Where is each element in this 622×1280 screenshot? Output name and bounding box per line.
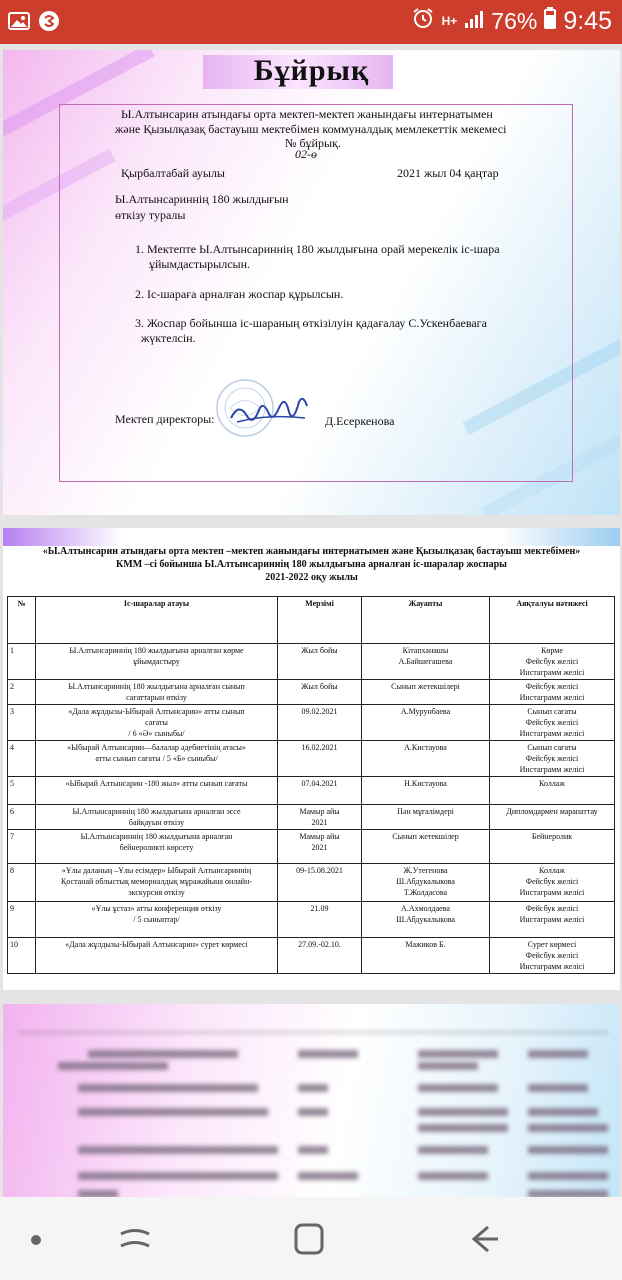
plan-header-1: «Ы.Алтынсарин атындағы орта мектеп –мектеп жанындағы интернатымен және Қызылқазақ бастауыш мектебімен» <box>42 546 581 557</box>
table-cell-resp: А.Ахмолдаева Ш.Абдукалыкова <box>362 902 490 938</box>
table-cell-name: «Дала жұлдызы-Ыбырай Алтынсарин» сурет көрмесі <box>36 938 278 974</box>
table-cell-name: Ы.Алтынсариннің 180 жылдығына арналған көрме ұйымдастыру <box>36 644 278 680</box>
table-cell-name: «Ұлы ұстаз» атты конференция өткізу / 5 сыныптар/ <box>36 902 278 938</box>
table-cell-name: Ы.Алтынсариннің 180 жылдығына арналған сынып сағаттарын өткізу <box>36 680 278 705</box>
table-row <box>8 777 615 805</box>
table-cell-result: Бейнеролик <box>490 830 615 864</box>
plan-table <box>7 596 615 974</box>
table-cell-date: Жыл бойы <box>278 680 362 705</box>
document-page-blurred[interactable] <box>3 1004 620 1197</box>
column-header: Іс-шаралар атауы <box>36 597 278 644</box>
order-subject-2: өткізу туралы <box>115 208 186 222</box>
table-cell-resp: А.Кистауова <box>362 741 490 777</box>
table-row <box>8 864 615 902</box>
table-cell-no: 4 <box>8 741 36 777</box>
table-cell-result: Дипломдармен марапаттау <box>490 805 615 830</box>
table-cell-no: 6 <box>8 805 36 830</box>
org-line-1: Ы.Алтынсарин атындағы орта мектеп-мектеп жанындағы интернатымен <box>121 107 493 121</box>
signal-icon <box>464 8 484 35</box>
table-cell-no: 9 <box>8 902 36 938</box>
order-number: 02-ө <box>295 147 317 161</box>
order-subject-1: Ы.Алтынсариннің 180 жылдығын <box>115 192 289 206</box>
org-line-2: және Қызылқазақ бастауыш мектебімен коммуналдық мемлекеттік мекемесі <box>115 122 507 136</box>
order-item-2: 2. Іс-шараға арналған жоспар құрылсын. <box>135 287 344 301</box>
table-cell-resp: Сынып жетекшілері <box>362 680 490 705</box>
order-date: 2021 жыл 04 қаңтар <box>397 166 499 180</box>
table-cell-resp: Кітапханашы А.Байшегашева <box>362 644 490 680</box>
table-cell-date: 27.09.-02.10. <box>278 938 362 974</box>
table-cell-date: Мамыр айы 2021 <box>278 805 362 830</box>
table-cell-result: Фейсбук желісі Инстаграмм желісі <box>490 902 615 938</box>
home-button[interactable] <box>294 1223 324 1260</box>
column-header: Мерзімі <box>278 597 362 644</box>
column-header: Жауапты <box>362 597 490 644</box>
order-item-3b: жүктелсін. <box>141 331 196 345</box>
table-cell-name: Ы.Алтынсариннің 180 жылдығына арналған бейнероликті көрсету <box>36 830 278 864</box>
table-cell-date: 16.02.2021 <box>278 741 362 777</box>
signature-icon <box>227 388 313 437</box>
table-cell-date: Жыл бойы <box>278 644 362 680</box>
table-cell-no: 3 <box>8 705 36 741</box>
table-cell-name: Ы.Алтынсариннің 180 жылдығына арналған эссе байқауын өткізу <box>36 805 278 830</box>
order-place: Қырбалтабай ауылы <box>121 166 225 180</box>
table-row <box>8 902 615 938</box>
blurred-table-content <box>18 1032 608 1197</box>
order-item-1a: 1. Мектепте Ы.Алтынсариннің 180 жылдығына орай мерекелік іс-шара <box>135 242 500 256</box>
network-type: H+ <box>441 14 458 28</box>
table-cell-result: Сурет көрмесі Фейсбук желісі Инстаграмм желісі <box>490 938 615 974</box>
dot-indicator-icon <box>30 1233 42 1251</box>
table-cell-resp: Пән мұғалімдері <box>362 805 490 830</box>
table-cell-result: Коллаж <box>490 777 615 805</box>
decor-corner <box>3 528 123 546</box>
back-button[interactable] <box>468 1223 500 1260</box>
document-page-order[interactable] <box>3 50 620 515</box>
table-cell-date: 21.09 <box>278 902 362 938</box>
table-row <box>8 741 615 777</box>
table-cell-resp: Сынып жетекшілер <box>362 830 490 864</box>
table-cell-result: Фейсбук желісі Инстаграмм желісі <box>490 680 615 705</box>
table-cell-no: 8 <box>8 864 36 902</box>
table-cell-no: 7 <box>8 830 36 864</box>
order-item-3a: 3. Жоспар бойынша іс-шараның өткізілуін қадағалау С.Ускенбаевага <box>135 316 487 330</box>
table-cell-no: 1 <box>8 644 36 680</box>
table-row <box>8 705 615 741</box>
document-page-plan[interactable] <box>3 528 620 990</box>
column-header: № <box>8 597 36 644</box>
table-cell-resp: Ж.Утегенова Ш.Абдукалыкова Т.Жолдасова <box>362 864 490 902</box>
table-row <box>8 830 615 864</box>
alarm-icon <box>411 6 435 36</box>
table-cell-resp: А.Мурунбаева <box>362 705 490 741</box>
table-cell-result: Сынып сағаты Фейсбук желісі Инстаграмм желісі <box>490 741 615 777</box>
page-title: Бұйрық <box>253 54 370 87</box>
plan-header-2: КММ –сі бойынша Ы.Алтынсариннің 180 жылдығына арналған іс-шаралар жоспары <box>116 559 507 570</box>
table-cell-no: 5 <box>8 777 36 805</box>
table-cell-result: Коллаж Фейсбук желісі Инстаграмм желісі <box>490 864 615 902</box>
table-header-row <box>8 597 615 644</box>
director-label: Мектеп директоры: <box>115 412 215 426</box>
navigation-bar <box>0 1197 622 1280</box>
table-cell-date: 07.04.2021 <box>278 777 362 805</box>
battery-icon <box>544 7 556 35</box>
table-cell-date: 09-15.08.2021 <box>278 864 362 902</box>
order-number-label: № бұйрық. <box>285 136 341 150</box>
table-cell-date: 09.02.2021 <box>278 705 362 741</box>
table-row <box>8 805 615 830</box>
table-cell-name: «Ыбырай Алтынсарин -180 жыл» атты сынып сағаты <box>36 777 278 805</box>
table-cell-resp: Н.Кистауова <box>362 777 490 805</box>
table-cell-name: «Ұлы даланың –Ұлы есімдер» Ыбырай Алтынсариннің Қостанай облыстық мемориалдық мұражайына онлайн- экскурсия өткізу <box>36 864 278 902</box>
table-row <box>8 938 615 974</box>
table-cell-result: Сынып сағаты Фейсбук желісі Инстаграмм желісі <box>490 705 615 741</box>
clock: 9:45 <box>563 6 612 35</box>
plan-header-3: 2021-2022 оқу жылы <box>265 572 358 583</box>
table-cell-no: 10 <box>8 938 36 974</box>
gallery-icon <box>8 11 30 36</box>
table-cell-no: 2 <box>8 680 36 705</box>
decor-corner <box>500 528 620 546</box>
table-cell-name: «Ыбырай Алтынсарин—балалар әдебиетінің атасы» атты сынып сағаты / 5 «Б» сыныбы/ <box>36 741 278 777</box>
table-row <box>8 644 615 680</box>
battery-level: 76% <box>491 7 538 34</box>
recent-apps-button[interactable] <box>118 1225 152 1260</box>
table-cell-name: «Дала жұлдызы-Ыбырай Алтынсарин» атты сынып сағаты / 6 «Ә» сыныбы/ <box>36 705 278 741</box>
app-notification-icon <box>38 10 60 37</box>
table-row <box>8 680 615 705</box>
table-cell-resp: Мажиков Б. <box>362 938 490 974</box>
column-header: Аяқталуы нәтижесі <box>490 597 615 644</box>
director-name: Д.Есеркенова <box>325 414 395 428</box>
order-item-1b: ұйымдастырылсын. <box>149 257 251 271</box>
table-cell-result: Көрме Фейсбук желісі Инстаграмм желісі <box>490 644 615 680</box>
table-cell-date: Мамыр айы 2021 <box>278 830 362 864</box>
status-bar <box>0 0 622 44</box>
